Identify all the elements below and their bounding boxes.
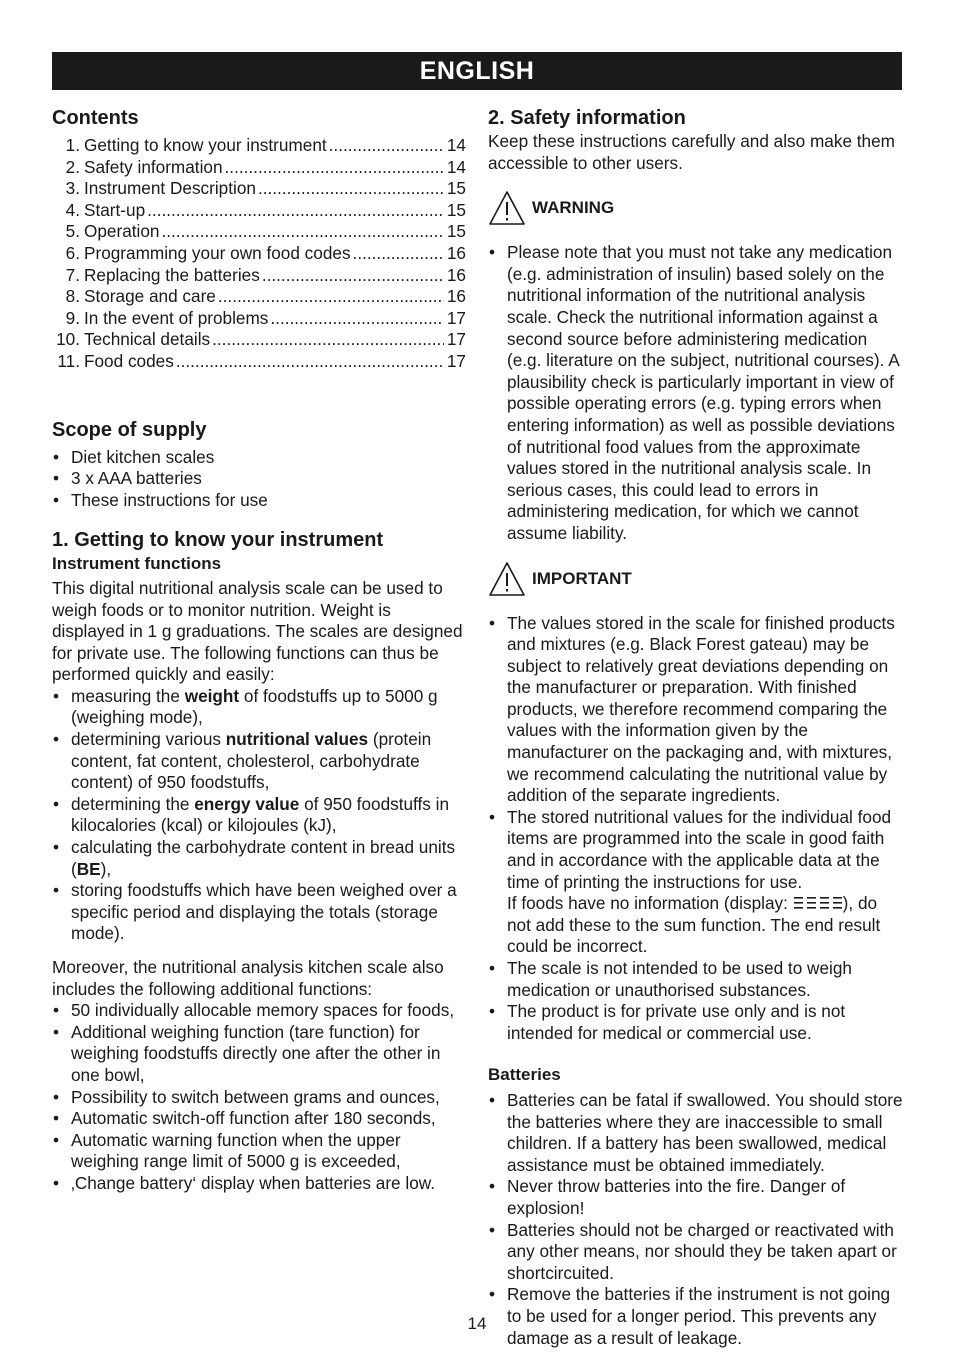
toc-item bbox=[52, 221, 466, 243]
toc-page: 16 bbox=[446, 264, 466, 285]
functions-list bbox=[52, 686, 466, 945]
safety-heading: 2. Safety information bbox=[488, 107, 686, 129]
list-item: • Automatic switch-off function after 180 seconds, bbox=[52, 1108, 466, 1130]
warning-triangle-icon bbox=[488, 190, 526, 226]
toc-page: 17 bbox=[446, 329, 466, 350]
toc-page: 17 bbox=[446, 350, 466, 371]
toc-number: 8. bbox=[65, 286, 80, 307]
toc-title: Technical details bbox=[84, 329, 211, 350]
scope-heading: Scope of supply bbox=[52, 418, 207, 441]
warning-list bbox=[488, 242, 904, 544]
function-keyword: energy value bbox=[194, 793, 300, 814]
toc-leader-dots bbox=[262, 265, 444, 287]
function-text: determining the bbox=[71, 793, 195, 814]
batteries-heading: Batteries bbox=[488, 1065, 561, 1085]
toc-title: Instrument Description bbox=[84, 178, 256, 199]
toc-item bbox=[52, 351, 466, 373]
toc-page: 15 bbox=[446, 221, 466, 242]
toc-item bbox=[52, 329, 466, 351]
additional-functions-list bbox=[52, 1000, 466, 1194]
batteries-list bbox=[488, 1090, 904, 1349]
additional-intro: Moreover, the nutritional analysis kitchen scale also includes the following additional functions: bbox=[52, 957, 444, 999]
toc-item bbox=[52, 178, 466, 200]
warning-label: WARNING bbox=[532, 198, 615, 218]
toc-number: 10. bbox=[56, 329, 80, 350]
list-item: • The values stored in the scale for finished products and mixtures (e.g. Black Forest gateau) may be subject to relatively great deviations depending on the manufacturer or preparation. With finished products, we therefore recommend comparing the values with the information given by the manufacturer on the packaging and, with mixtures, we recommend calculating the nutritional value by addition of the separate ingredients. bbox=[488, 613, 904, 807]
toc-item bbox=[52, 135, 466, 157]
instrument-functions-heading: Instrument functions bbox=[52, 554, 222, 574]
toc-page: 16 bbox=[446, 286, 466, 307]
list-item: • Remove the batteries if the instrument is not going to be used for a longer period. This prevents any damage as a result of leakage. bbox=[488, 1284, 904, 1349]
toc-item bbox=[52, 308, 466, 330]
list-item bbox=[52, 837, 466, 880]
toc-leader-dots bbox=[329, 135, 444, 157]
language-banner: ENGLISH bbox=[52, 52, 902, 90]
list-item: • ‚Change battery‘ display when batteries are low. bbox=[52, 1173, 466, 1195]
toc-leader-dots bbox=[225, 157, 444, 179]
functions-intro: This digital nutritional analysis scale can be used to weigh foods or to monitor nutrition. Weight is displayed in 1 g graduations. The scales are designed for private use. The following functions can thus be performed quickly and easily: bbox=[52, 577, 463, 685]
toc-leader-dots bbox=[218, 286, 444, 308]
warning-header bbox=[488, 188, 904, 228]
list-item bbox=[52, 686, 466, 729]
right-column bbox=[488, 105, 904, 1349]
toc-item bbox=[52, 200, 466, 222]
toc-page: 14 bbox=[446, 135, 466, 155]
no-info-display-icon bbox=[793, 896, 843, 910]
function-keyword: weight bbox=[184, 685, 240, 706]
toc-number: 7. bbox=[65, 264, 80, 285]
function-text: calculating the carbohydrate content in bread units ( bbox=[71, 837, 456, 879]
toc-leader-dots bbox=[270, 308, 444, 330]
toc-title: Replacing the batteries bbox=[84, 264, 260, 285]
table-of-contents bbox=[52, 135, 466, 373]
toc-number: 2. bbox=[65, 156, 80, 177]
important-list bbox=[488, 613, 904, 1045]
list-item: • Batteries can be fatal if swallowed. You should store the batteries where they are inaccessible to small children. If a battery has been swallowed, medical assistance must be obtained immediately. bbox=[488, 1090, 904, 1176]
list-item: • 50 individually allocable memory spaces for foods, bbox=[52, 1000, 466, 1022]
toc-number: 4. bbox=[65, 199, 80, 220]
function-text: measuring the bbox=[71, 685, 185, 706]
safety-intro: Keep these instructions carefully and also make them accessible to other users. bbox=[488, 131, 895, 173]
toc-title: Getting to know your instrument bbox=[84, 135, 327, 155]
page-number: 14 bbox=[467, 1314, 487, 1333]
list-item bbox=[52, 880, 466, 945]
toc-number: 11. bbox=[57, 350, 80, 371]
list-item: • Additional weighing function (tare function) for weighing foodstuffs directly one after the other in one bowl, bbox=[52, 1022, 466, 1087]
function-keyword: BE bbox=[76, 858, 101, 879]
toc-page: 17 bbox=[446, 307, 466, 328]
toc-number: 3. bbox=[65, 178, 80, 199]
list-item: • These instructions for use bbox=[52, 490, 466, 512]
toc-leader-dots bbox=[258, 178, 444, 200]
list-item: • The product is for private use only and is not intended for medical or commercial use. bbox=[488, 1001, 904, 1044]
toc-page: 15 bbox=[446, 199, 466, 220]
list-item: • Please note that you must not take any medication (e.g. administration of insulin) based solely on the nutritional information of the nutritional analysis scale. Check the nutritional information against a second source before administering medication (e.g. literature on the subject, nutritional courses). A plausibility check is particularly important in view of possible operating errors (e.g. typing errors when entering information) as well as possible deviations of nutritional food values from the approximate values stored in the nutritional analysis scale. In serious cases, this could lead to errors in administering medication, for which we cannot assume liability. bbox=[488, 242, 904, 544]
toc-title: In the event of problems bbox=[84, 307, 269, 328]
toc-item bbox=[52, 243, 466, 265]
function-text: of 950 foodstuffs in kilocalories (kcal) or kilojoules (kJ), bbox=[71, 793, 450, 836]
list-item bbox=[52, 729, 466, 794]
toc-leader-dots bbox=[212, 329, 444, 351]
toc-title: Food codes bbox=[84, 350, 174, 371]
no-info-post: ), do not add these to the sum function. The end result could be incorrect. bbox=[507, 893, 881, 957]
warning-triangle-icon bbox=[488, 561, 526, 597]
list-item: • Possibility to switch between grams and ounces, bbox=[52, 1087, 466, 1109]
toc-number: 5. bbox=[65, 221, 80, 242]
function-text: (protein content, fat content, cholesterol, carbohydrate content) of 950 foodstuffs, bbox=[71, 729, 432, 793]
toc-page: 15 bbox=[446, 178, 466, 199]
left-column bbox=[52, 105, 466, 1195]
contents-heading: Contents bbox=[52, 107, 139, 129]
list-item: • The scale is not intended to be used to weigh medication or unauthorised substances. bbox=[488, 958, 904, 1001]
function-text: determining various bbox=[71, 729, 226, 750]
toc-title: Operation bbox=[84, 221, 160, 242]
toc-number: 6. bbox=[65, 242, 80, 263]
toc-leader-dots bbox=[147, 200, 444, 222]
toc-title: Start-up bbox=[84, 199, 146, 220]
toc-item bbox=[52, 157, 466, 179]
function-text: of foodstuffs up to 5000 g (weighing mode), bbox=[71, 685, 438, 728]
no-info-pre: If foods have no information (display: bbox=[507, 893, 793, 914]
list-item bbox=[488, 807, 904, 958]
list-item bbox=[52, 794, 466, 837]
list-item: • 3 x AAA batteries bbox=[52, 468, 466, 490]
toc-title: Programming your own food codes bbox=[84, 242, 351, 263]
function-text: storing foodstuffs which have been weighed over a specific period and displaying the totals (storage mode). bbox=[71, 880, 457, 944]
toc-page: 16 bbox=[446, 242, 466, 263]
toc-item bbox=[52, 265, 466, 287]
scope-list bbox=[52, 447, 466, 512]
list-item: • Never throw batteries into the fire. Danger of explosion! bbox=[488, 1176, 904, 1219]
toc-page: 14 bbox=[446, 156, 466, 177]
toc-item bbox=[52, 286, 466, 308]
list-item: • Automatic warning function when the upper weighing range limit of 5000 g is exceeded, bbox=[52, 1130, 466, 1173]
toc-number: 9. bbox=[65, 307, 80, 328]
toc-leader-dots bbox=[176, 351, 444, 373]
list-item-text: The stored nutritional values for the individual food items are programmed into the scale in good faith and in accordance with the applicable data at the time of printing the instructions for use. bbox=[507, 806, 892, 892]
list-item: • Batteries should not be charged or reactivated with any other means, nor should they be taken apart or shortcircuited. bbox=[488, 1220, 904, 1285]
toc-leader-dots bbox=[353, 243, 444, 265]
important-header bbox=[488, 559, 904, 599]
getting-heading: 1. Getting to know your instrument bbox=[52, 529, 384, 552]
function-keyword: nutritional values bbox=[225, 729, 369, 750]
toc-title: Safety information bbox=[84, 156, 223, 177]
toc-leader-dots bbox=[161, 221, 444, 243]
toc-number: 1. bbox=[65, 135, 80, 155]
important-label: IMPORTANT bbox=[532, 568, 632, 588]
toc-title: Storage and care bbox=[84, 286, 216, 307]
list-item: • Diet kitchen scales bbox=[52, 447, 466, 469]
function-text: ), bbox=[100, 858, 112, 879]
